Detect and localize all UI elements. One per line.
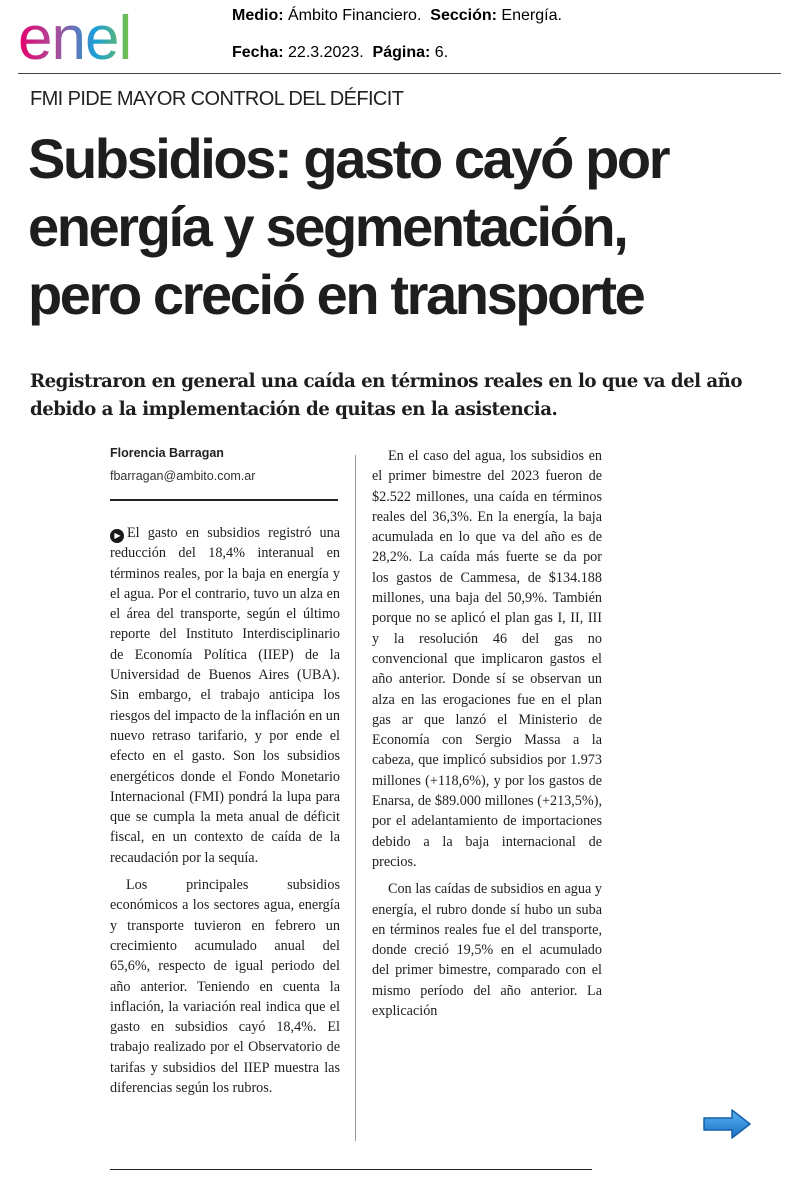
footer-divider xyxy=(110,1169,592,1170)
subheadline-line: Registraron en general una caída en términos reales en lo que va del año xyxy=(30,371,743,392)
pagina-value: 6. xyxy=(434,44,449,61)
seccion-label: Sección: xyxy=(430,7,497,24)
meta-line-1 xyxy=(232,2,562,39)
author-name: Florencia Barragan xyxy=(110,446,224,460)
headline-line: pero creció en transporte xyxy=(28,263,644,326)
headline-line: Subsidios: gasto cayó por xyxy=(28,127,669,190)
metadata-block xyxy=(232,2,562,76)
logo-text: enel xyxy=(18,4,132,70)
fecha-value: 22.3.2023. xyxy=(288,44,364,61)
header-divider xyxy=(18,73,781,74)
article-column-2 xyxy=(372,446,602,1021)
meta-line-2 xyxy=(232,39,562,76)
author-email: fbarragan@ambito.com.ar xyxy=(110,469,256,483)
byline-divider xyxy=(110,499,338,501)
pagina-label: Página: xyxy=(372,44,431,61)
article-subheadline xyxy=(30,368,770,424)
article-paragraph: Con las caídas de subsidios en agua y energía, el rubro donde sí hubo un suba en términos reales fue el del transporte, donde creció 19,5% en el acumulado del primer bimestre, comparado con el mismo período del año anterior. La explicación xyxy=(372,881,602,1020)
paragraph-text: El gasto en subsidios registró una reducción del 18,4% interanual en términos reales, por la baja en energía y el agua. Por el contrario, tuvo un alza en el área del transporte, según el último reporte del Instituto Interdisciplinario de Economía Política (IIEP) de la Universidad de Buenos Aires (UBA). Sin embargo, el trabajo anticipa los riesgos del impacto de la inflación en un nuevo retraso tarifario, y por ende el efecto en el gasto. Son los subsidios energéticos donde el Fondo Monetario Internacional (FMI) pondrá la lupa para que se cumpla la meta anual de déficit fiscal, en un contexto de caída de la recaudación por la sequía. xyxy=(110,525,340,866)
article-kicker: FMI PIDE MAYOR CONTROL DEL DÉFICIT xyxy=(30,88,404,110)
column-divider xyxy=(355,455,356,1141)
medio-value: Ámbito Financiero. xyxy=(288,7,422,24)
article-headline xyxy=(28,125,788,329)
article-column-1 xyxy=(110,523,340,1098)
next-page-arrow-icon[interactable] xyxy=(702,1108,752,1140)
seccion-value: Energía. xyxy=(501,7,562,24)
medio-label: Medio: xyxy=(232,7,284,24)
headline-line: energía y segmentación, xyxy=(28,195,627,258)
article-paragraph: En el caso del agua, los subsidios en el primer bimestre del 2023 fueron de $2.522 millones, una caída en términos reales del 36,3%. En la energía, la baja acumulada en lo que va del año es de 28,2%. La caída más fuerte se da por los gastos de Cammesa, de $134.188 millones, una baja del 50,9%. También porque no se aplicó el plan gas I, II, III y la resolución 46 del gas no convencional que implicaron gastos el año anterior. Donde sí se observan un alza en las erogaciones fue en el plan gas ar que lanzó el Ministerio de Economía con Sergio Massa a la cabeza, que implicó subsidios por 1.973 millones (+118,6%), y por los gastos de Enarsa, de $89.000 millones (+213,5%), por el adelantamiento de importaciones debido a la baja internacional de precios. xyxy=(372,448,602,870)
article-paragraph: Los principales subsidios económicos a los sectores agua, energía y transporte tuvieron en febrero un crecimiento acumulado anual del 65,6%, respecto de igual periodo del año anterior. Teniendo en cuenta la inflación, la variación real indica que el gasto en subsidios cayó 18,4%. El trabajo realizado por el Observatorio de tarifas y subsidios del IIEP muestra las diferencias según los rubros. xyxy=(110,877,340,1097)
play-bullet-icon: ▶ xyxy=(110,529,124,543)
enel-logo xyxy=(16,4,181,70)
fecha-label: Fecha: xyxy=(232,44,284,61)
subheadline-line: debido a la implementación de quitas en la asistencia. xyxy=(30,399,558,420)
article-paragraph xyxy=(110,523,340,868)
